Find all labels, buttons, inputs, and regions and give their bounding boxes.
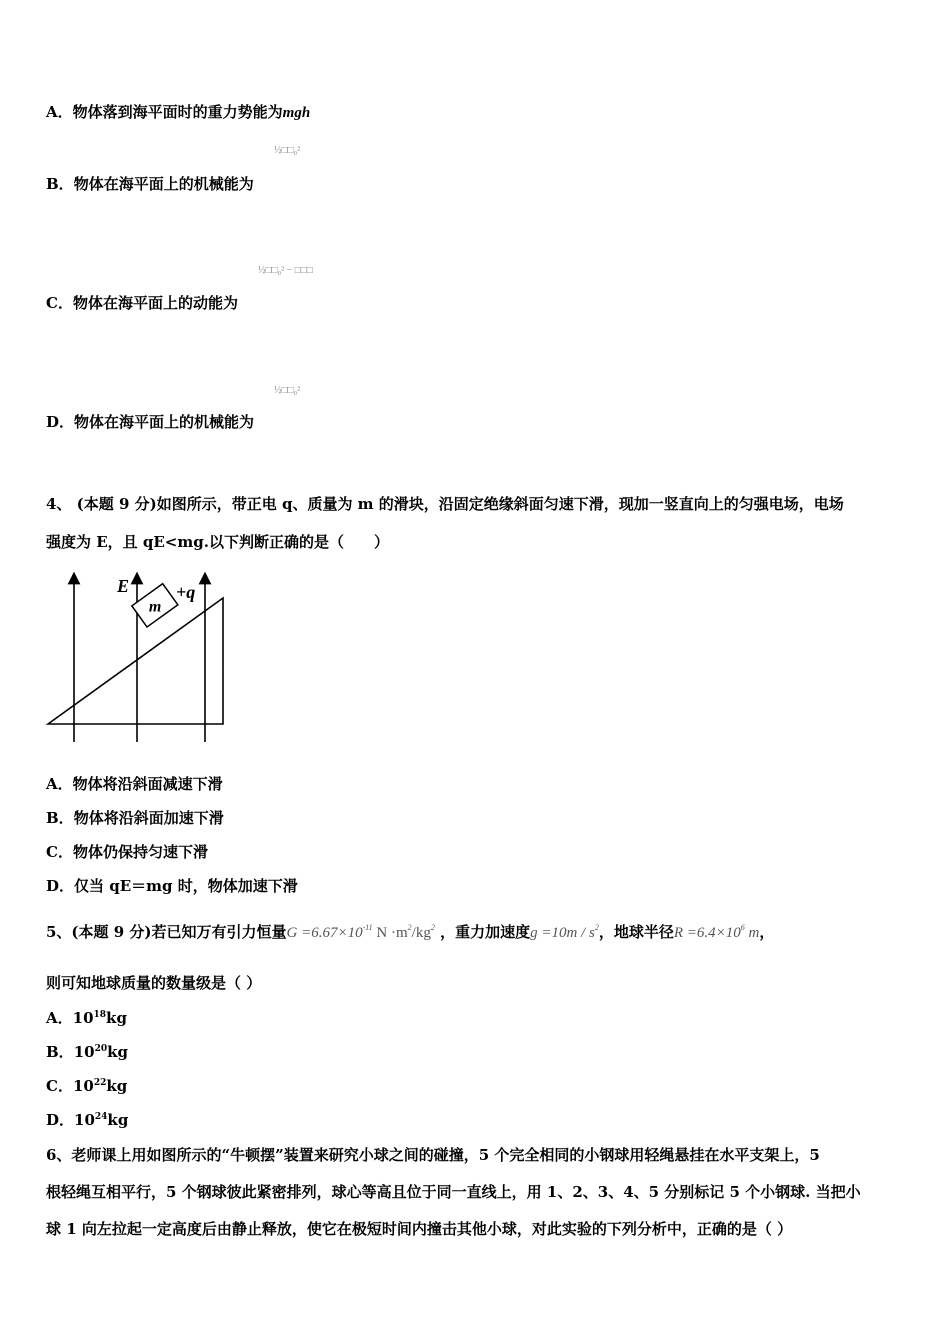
- q5-end: ，: [759, 923, 775, 941]
- q5-stem-line2: 则可知地球质量的数量级是（ ）: [46, 974, 262, 992]
- formula-text: ½□□₀² − □□□: [258, 265, 313, 276]
- g-constant-formula: $G =6.67\times 10^{-11}$ $N \cdot m^2/kg^2$: [286, 923, 435, 941]
- block: [132, 584, 178, 627]
- q3-d-formula-image: [274, 385, 300, 397]
- q4-option-b: [46, 808, 224, 828]
- mass-label: m: [148, 598, 162, 616]
- q3-option-a: [46, 102, 310, 123]
- option-math: mgh: [282, 105, 311, 121]
- option-letter: D．: [46, 413, 75, 431]
- q3-option-c: [46, 293, 238, 313]
- q3-option-d: [46, 412, 254, 432]
- field-label: E: [117, 576, 130, 596]
- option-letter: C．: [46, 1077, 73, 1095]
- option-text: 仅当 qE＝mg 时，物体加速下滑: [74, 877, 298, 895]
- option-text: 物体将沿斜面加速下滑: [73, 809, 224, 827]
- formula-text: ½□□₀²: [274, 145, 301, 156]
- q6-stem-line2: 根轻绳互相平行，5 个钢球彼此紧密排列，球心等高且位于同一直线上，用 1、2、3、4、5 分别标记 5 个小钢球. 当把小: [46, 1183, 861, 1201]
- q3-c-formula-image: [258, 265, 313, 277]
- q4-stem-line1: 4、 (本题 9 分)如图所示，带正电 q、质量为 m 的滑块，沿固定绝缘斜面匀速下滑，现加一竖直向上的匀强电场，电场: [46, 495, 844, 513]
- option-letter: B．: [46, 1043, 74, 1061]
- option-letter: A．: [46, 1009, 73, 1027]
- q5-option-d: D．$10^{24}kg$: [46, 1111, 129, 1129]
- q4-figure: [44, 570, 230, 746]
- option-text: 物体在海平面上的机械能为: [74, 413, 255, 431]
- option-letter: B．: [46, 809, 74, 827]
- q5-mid1: ，重力加速度: [440, 923, 531, 941]
- q3-option-b: [46, 174, 254, 194]
- option-text: 物体落到海平面时的重力势能为: [72, 103, 283, 121]
- option-letter: D．: [46, 877, 75, 895]
- q5-mid2: ，地球半径: [598, 923, 674, 941]
- q5-option-b: B．$10^{20}kg$: [46, 1043, 128, 1061]
- q5-prefix: 5、(本题 9 分)若已知万有引力恒量: [46, 923, 287, 941]
- formula-text: ½□□₀²: [274, 385, 301, 396]
- option-text: 物体在海平面上的动能为: [72, 294, 238, 312]
- option-text: 物体在海平面上的机械能为: [73, 175, 254, 193]
- q5-stem-line1: [46, 922, 774, 943]
- q3-b-formula-image: [274, 145, 300, 157]
- q6-stem-line3: 球 1 向左拉起一定高度后由静止释放，使它在极短时间内撞击其他小球，对此实验的下列分析中，正确的是（ ）: [46, 1220, 793, 1238]
- option-text: 物体将沿斜面减速下滑: [72, 775, 223, 793]
- option-letter: B．: [46, 175, 74, 193]
- q5-option-a: A．$10^{18}kg$: [46, 1009, 127, 1027]
- q6-stem-line1: 6、老师课上用如图所示的“牛顿摆”装置来研究小球之间的碰撞，5 个完全相同的小钢球用轻绳悬挂在水平支架上，5: [46, 1146, 820, 1164]
- option-letter: D．: [46, 1111, 75, 1129]
- gravity-accel-formula: $g =10m / s^2$: [530, 923, 599, 941]
- option-letter: C．: [46, 294, 73, 312]
- option-text: 物体仍保持匀速下滑: [72, 843, 208, 861]
- charge-label: +q: [176, 582, 196, 602]
- q5-option-c: C．$10^{22}kg$: [46, 1077, 128, 1095]
- q4-option-c: [46, 842, 208, 862]
- q4-option-a: [46, 774, 223, 794]
- earth-radius-formula: $R =6.4\times 10^6$ m: [673, 923, 760, 941]
- option-letter: A．: [46, 103, 73, 121]
- q4-stem-line2: 强度为 E，且 qE<mg.以下判断正确的是（ ）: [46, 533, 389, 551]
- option-letter: A．: [46, 775, 73, 793]
- option-letter: C．: [46, 843, 73, 861]
- q4-option-d: [46, 876, 298, 896]
